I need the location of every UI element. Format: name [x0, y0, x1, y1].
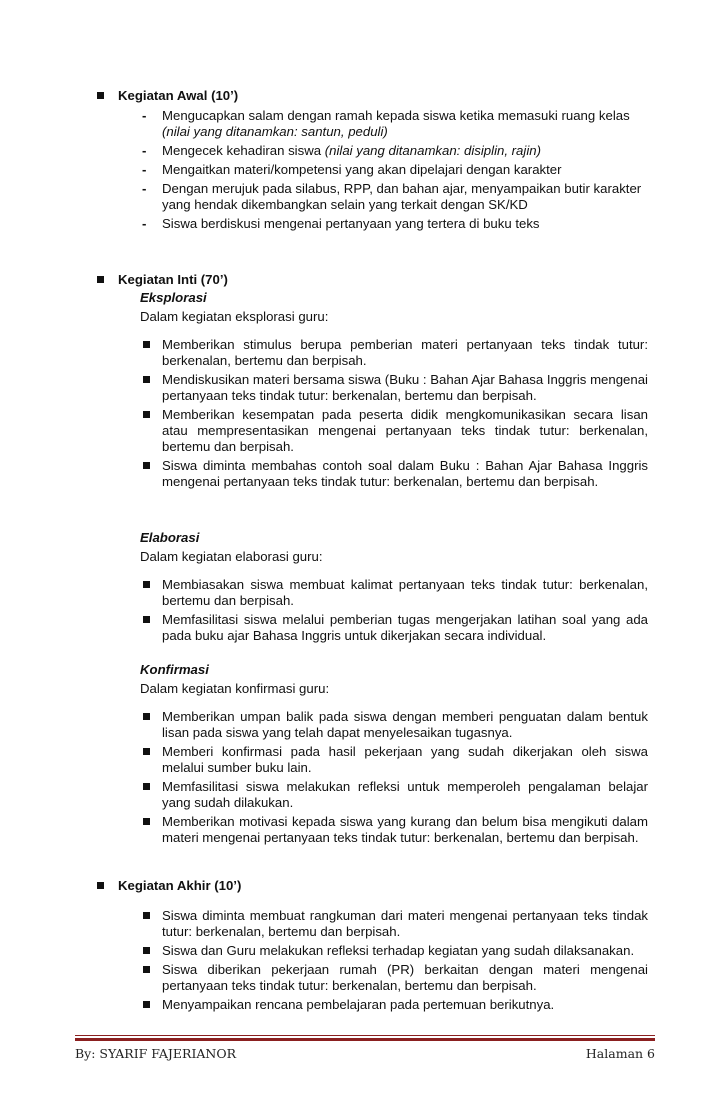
konfirmasi-list: [118, 709, 648, 846]
awal-list: [118, 108, 648, 232]
list-item: Memberikan kesempatan pada peserta didik mengkomunikasikan secara lisan atau mempresentasikan mengenai pertanyaan teks tindak tutur: berkenalan, bertemu dan berpisah.: [162, 407, 648, 454]
list-item: Siswa diberikan pekerjaan rumah (PR) berkaitan dengan materi mengenai pertanyaan teks tindak tutur: berkenalan, bertemu dan berpisah.: [162, 962, 648, 993]
list-item: Memfasilitasi siswa melakukan refleksi untuk memperoleh pengalaman belajar yang sudah dilakukan.: [162, 779, 648, 810]
list-item: Memberi konfirmasi pada hasil pekerjaan yang sudah dikerjakan oleh siswa melalui sumber buku lain.: [162, 744, 648, 775]
subsection-intro: Dalam kegiatan konfirmasi guru:: [140, 681, 330, 696]
section-kegiatan-awal: [118, 88, 648, 235]
subsection-intro: Dalam kegiatan elaborasi guru:: [140, 549, 323, 564]
footer-divider: [75, 1035, 655, 1036]
list-item: - Mengaitkan materi/kompetensi yang akan dipelajari dengan karakter: [162, 162, 648, 178]
list-item: - Dengan merujuk pada silabus, RPP, dan bahan ajar, menyampaikan butir karakter yang hendak dikembangkan selain yang terkait dengan SK/KD: [162, 181, 648, 213]
list-item: Siswa diminta membahas contoh soal dalam Buku : Bahan Ajar Bahasa Inggris mengenai pertanyaan teks tindak tutur: berkenalan, bertemu dan berpisah.: [162, 458, 648, 489]
eksplorasi-list: [118, 337, 648, 490]
section-kegiatan-inti: [118, 272, 648, 493]
list-item: - Mengucapkan salam dengan ramah kepada siswa ketika memasuki ruang kelas (nilai yang ditanamkan: santun, peduli): [162, 108, 648, 140]
subsection-title: Elaborasi: [140, 530, 200, 545]
list-item: Siswa dan Guru melakukan refleksi terhadap kegiatan yang sudah dilaksanakan.: [162, 943, 648, 959]
section-title-akhir: Kegiatan Akhir (10’): [118, 878, 648, 894]
subsection-intro: Dalam kegiatan eksplorasi guru:: [140, 309, 329, 324]
list-item: Memberikan motivasi kepada siswa yang kurang dan belum bisa mengikuti dalam materi mengenai pertanyaan teks tindak tutur: berkenalan, bertemu dan berpisah.: [162, 814, 648, 845]
elaborasi-list: [118, 577, 648, 644]
section-kegiatan-akhir: [118, 878, 648, 1016]
subsection-title: Eksplorasi: [140, 290, 207, 305]
list-item: - Mengecek kehadiran siswa (nilai yang ditanamkan: disiplin, rajin): [162, 143, 648, 159]
akhir-list: [118, 908, 648, 1013]
list-item: Mendiskusikan materi bersama siswa (Buku : Bahan Ajar Bahasa Inggris mengenai pertanyaan teks tindak tutur: berkenalan, bertemu dan berpisah.: [162, 372, 648, 403]
section-title-awal: Kegiatan Awal (10’): [118, 88, 648, 104]
subsection-eksplorasi: [118, 290, 648, 325]
list-item: Siswa diminta membuat rangkuman dari materi mengenai pertanyaan teks tindak tutur: berkenalan, bertemu dan berpisah.: [162, 908, 648, 939]
list-item: Memberikan umpan balik pada siswa dengan memberi penguatan dalam bentuk lisan pada siswa yang telah dapat menyelesaikan tugasnya.: [162, 709, 648, 740]
subsection-konfirmasi: [118, 662, 648, 697]
section-title-inti: Kegiatan Inti (70’): [118, 272, 648, 288]
list-item: Memfasilitasi siswa melalui pemberian tugas mengerjakan latihan soal yang ada pada buku ajar Bahasa Inggris untuk dikerjakan secara individual.: [162, 612, 648, 643]
footer-author: By: SYARIF FAJERIANOR: [75, 1046, 237, 1061]
list-item: Membiasakan siswa membuat kalimat pertanyaan teks tindak tutur: berkenalan, bertemu dan berpisah.: [162, 577, 648, 608]
list-item: - Siswa berdiskusi mengenai pertanyaan yang tertera di buku teks: [162, 216, 648, 232]
list-item: Menyampaikan rencana pembelajaran pada pertemuan berikutnya.: [162, 997, 648, 1013]
subsection-elaborasi-block: [118, 528, 648, 647]
page-footer: [75, 1046, 655, 1061]
footer-page-number: Halaman 6: [585, 1046, 655, 1061]
list-item: Memberikan stimulus berupa pemberian materi pertanyaan teks tindak tutur: berkenalan, bertemu dan berpisah.: [162, 337, 648, 368]
footer-divider-thick: [75, 1038, 655, 1041]
subsection-title: Konfirmasi: [140, 662, 209, 677]
subsection-elaborasi: [118, 530, 648, 565]
subsection-konfirmasi-block: [118, 660, 648, 849]
